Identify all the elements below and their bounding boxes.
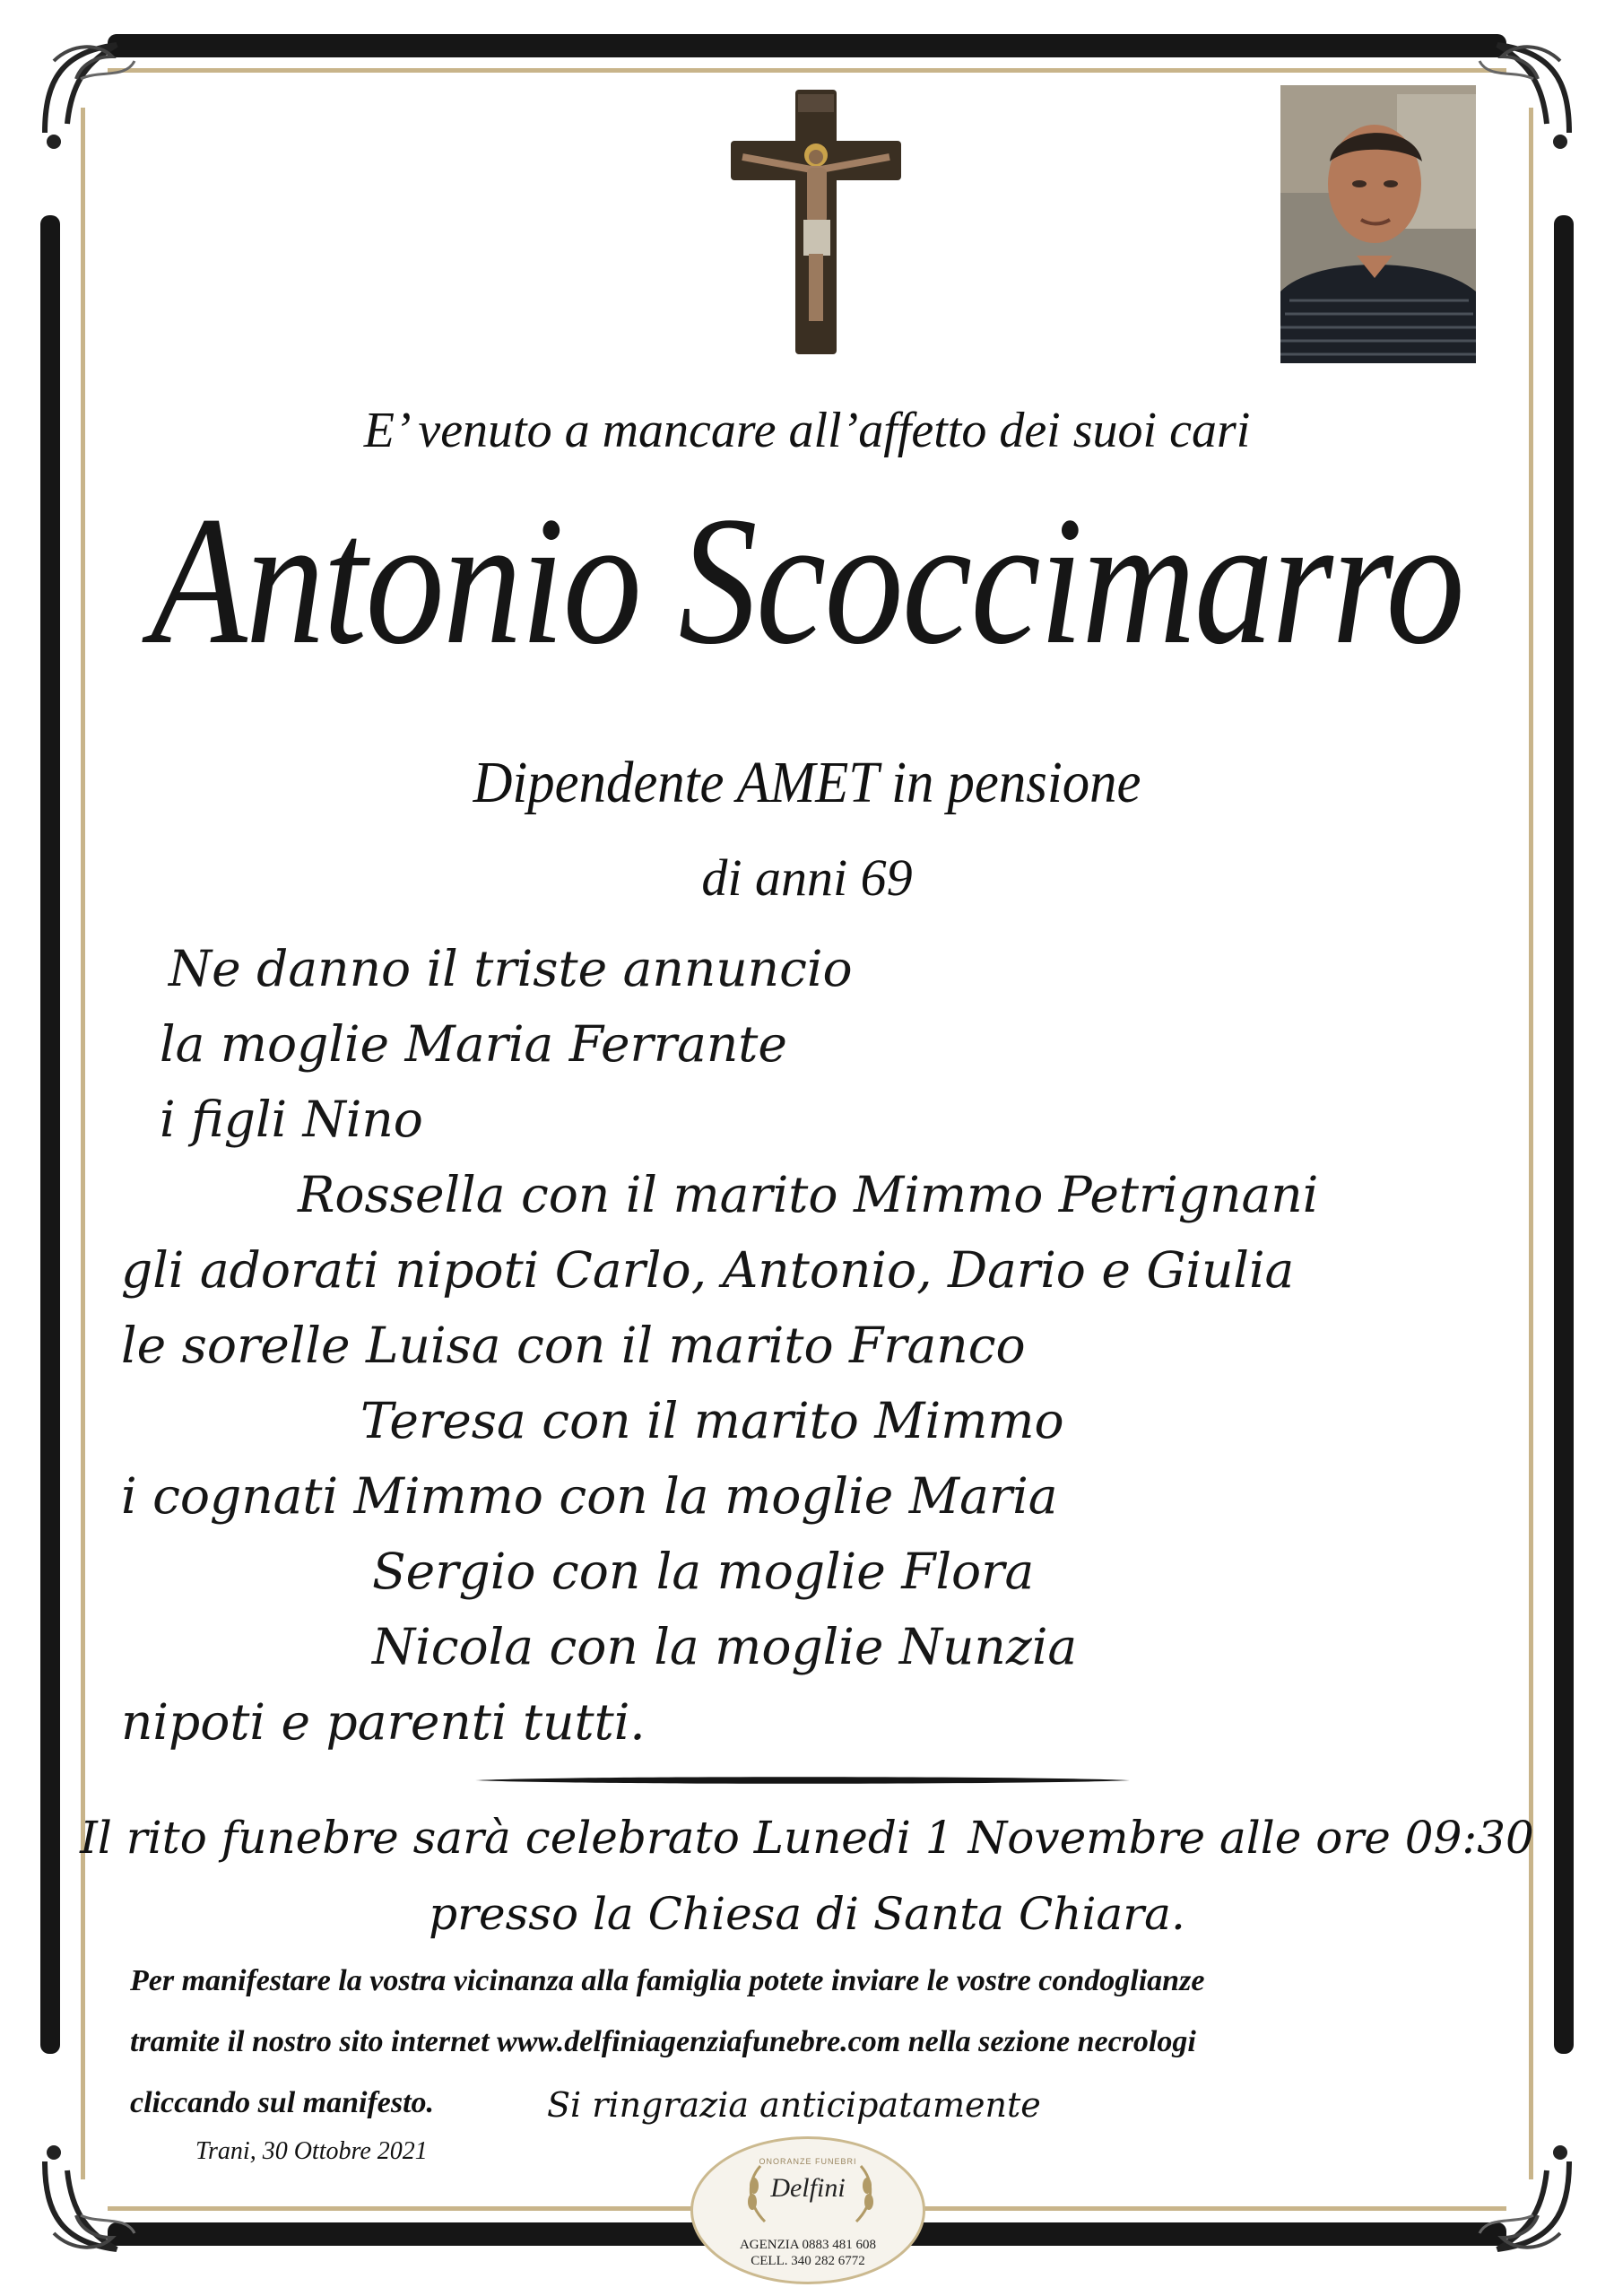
family-line: Nicola con la moglie Nunzia (372, 1618, 1078, 1675)
corner-ornament-top-left-icon (27, 25, 161, 160)
family-line: Ne danno il triste annuncio (169, 940, 853, 997)
intro-text: E’ venuto a mancare all’affetto dei suoi cari (363, 403, 1251, 458)
date-place-text: Trani, 30 Ottobre 2021 (195, 2137, 428, 2165)
funeral-rite-text: Il rito funebre sarà celebrato Lunedi 1 Novembre alle ore 09:30 (80, 1812, 1534, 1864)
logo-top-text: ONORANZE FUNEBRI (759, 2157, 857, 2166)
logo-agency-phone: AGENZIA 0883 481 608 (739, 2238, 877, 2252)
family-line: i cognati Mimmo con la moglie Maria (121, 1467, 1058, 1525)
family-line: i figli Nino (160, 1091, 423, 1148)
logo-name: Delfini (770, 2173, 846, 2203)
thanks-text: Si ringrazia anticipatamente (547, 2085, 1041, 2125)
frame-left-bar (40, 215, 60, 2054)
condolence-note-line: cliccando sul manifesto. (130, 2086, 435, 2119)
corner-ornament-bottom-left-icon (27, 2135, 161, 2269)
family-line: la moglie Maria Ferrante (160, 1015, 787, 1073)
family-line: Sergio con la moglie Flora (372, 1543, 1035, 1600)
family-line: Teresa con il marito Mimmo (360, 1392, 1064, 1449)
family-line: nipoti e parenti tutti. (121, 1693, 646, 1751)
deceased-portrait-photo (1280, 85, 1476, 363)
family-line: Rossella con il marito Mimmo Petrignani (298, 1166, 1319, 1223)
frame-top-bar (108, 34, 1506, 57)
logo-cell-phone: CELL. 340 282 6772 (751, 2254, 865, 2268)
occupation-text: Dipendente AMET in pensione (473, 750, 1141, 815)
crucifix-icon (726, 85, 906, 359)
agency-logo (690, 2136, 925, 2284)
family-line: le sorelle Luisa con il marito Franco (121, 1317, 1026, 1374)
funeral-location-text: presso la Chiesa di Santa Chiara. (429, 1888, 1185, 1940)
condolence-note-line: tramite il nostro sito internet www.delfiniagenziafunebre.com nella sezione necrologi (130, 2025, 1196, 2058)
section-divider (475, 1774, 1130, 1787)
corner-ornament-bottom-right-icon (1453, 2135, 1587, 2269)
age-text: di anni 69 (701, 848, 913, 907)
family-line: gli adorati nipoti Carlo, Antonio, Dario e Giulia (121, 1241, 1295, 1299)
gold-line-top (108, 68, 1506, 73)
deceased-name: Antonio Scoccimarro (151, 479, 1463, 683)
frame-right-bar (1554, 215, 1574, 2054)
condolence-note-line: Per manifestare la vostra vicinanza alla famiglia potete inviare le vostre condoglianze (130, 1964, 1205, 1997)
